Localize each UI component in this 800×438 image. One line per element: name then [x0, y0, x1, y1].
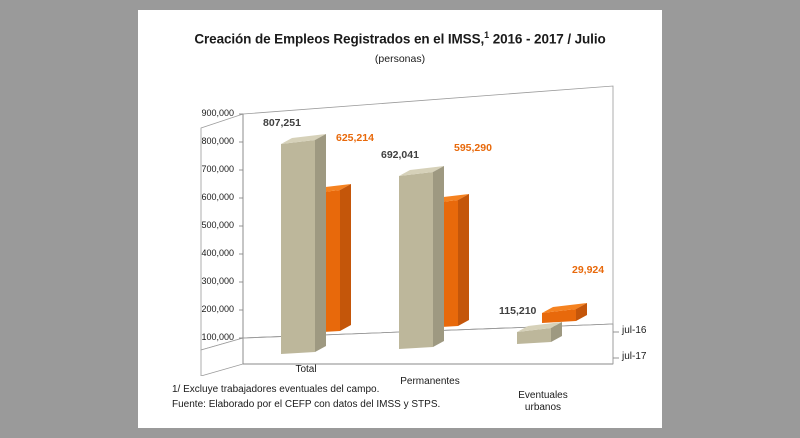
value-label-total-jul17: 807,251 — [263, 117, 301, 129]
bar-permanentes-jul17 — [399, 166, 444, 349]
bar-permanentes-jul16-side — [458, 194, 469, 326]
bar-permanentes-jul17-side — [433, 166, 444, 347]
value-label-eventuales-jul16: 29,924 — [572, 264, 605, 276]
chart-title-main: Creación de Empleos Registrados en el IMSS, — [194, 31, 485, 47]
chart-left-wall — [201, 114, 243, 350]
footnotes — [172, 382, 642, 412]
footnote-exclusion: 1/ Excluye trabajadores eventuales del campo. — [172, 384, 380, 395]
chart-title-rest: 2016 - 2017 / Julio — [489, 31, 606, 47]
chart-title — [138, 30, 662, 47]
bar-total-jul17-side — [315, 134, 326, 352]
chart-subtitle: (personas) — [374, 53, 426, 65]
depth-axis-ticks — [613, 332, 619, 358]
category-label-total: Total — [295, 364, 317, 375]
y-tick-label: 700,000 — [201, 164, 234, 174]
y-tick-label: 500,000 — [201, 220, 234, 230]
bar-total-jul17-face — [281, 140, 315, 354]
y-tick-label: 200,000 — [201, 304, 234, 314]
category-label-permanentes: Permanentes — [400, 376, 460, 387]
category-label-eventuales-line2: urbanos — [524, 402, 562, 413]
y-tick-label: 100,000 — [201, 332, 234, 342]
y-tick-label: 600,000 — [201, 192, 234, 202]
y-tick-label: 900,000 — [201, 108, 234, 118]
category-label-eventuales-line1: Eventuales — [518, 390, 568, 401]
value-label-permanentes-jul16: 595,290 — [454, 142, 492, 154]
bar-permanentes-jul17-face — [399, 172, 433, 349]
series-label-jul16: jul-16 — [622, 325, 647, 336]
y-tick-label: 400,000 — [201, 248, 234, 258]
value-label-total-jul16: 625,214 — [336, 132, 374, 144]
chart-card — [138, 10, 662, 428]
chart-title-footnote-marker: 1 — [484, 30, 490, 40]
bar-total-jul16-side — [340, 184, 351, 331]
y-tick-label: 800,000 — [201, 136, 234, 146]
value-label-eventuales-jul17: 115,210 — [499, 305, 537, 317]
footnote-source: Fuente: Elaborado por el CEFP con datos del IMSS y STPS. — [172, 399, 441, 410]
y-tick-label: 300,000 — [201, 276, 234, 286]
value-label-permanentes-jul17: 692,041 — [381, 149, 419, 161]
bar-total-jul17 — [281, 134, 326, 354]
series-label-jul17: jul-17 — [622, 351, 647, 362]
